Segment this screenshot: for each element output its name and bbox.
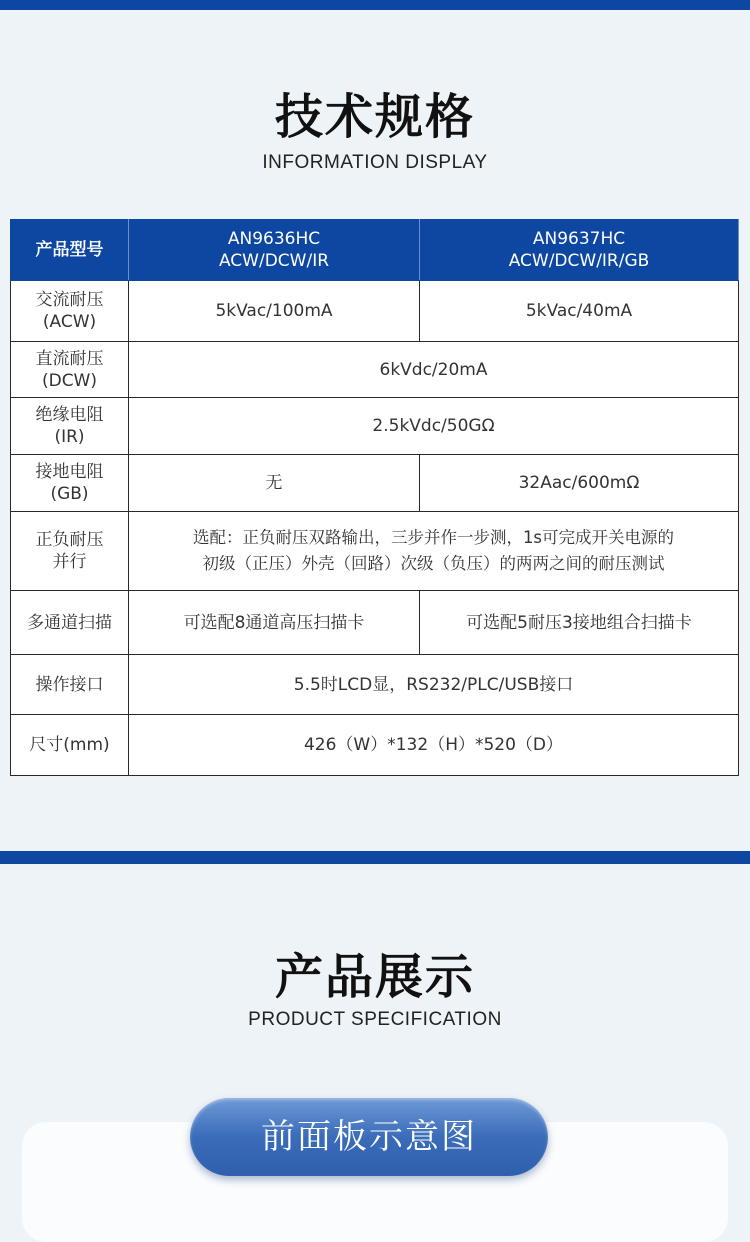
- row-label: 多通道扫描: [11, 591, 129, 655]
- row-label: 尺寸(mm): [11, 715, 129, 776]
- cell-shared-line2: 初级（正压）外壳（回路）次级（负压）的两两之间的耐压测试: [202, 554, 665, 573]
- spec-table: [10, 219, 739, 776]
- cell-model-b: 5kVac/40mA: [420, 281, 739, 342]
- row-label: [11, 342, 129, 398]
- cell-shared-line1: 选配：正负耐压双路输出，三步并作一步测，1s可完成开关电源的: [192, 528, 675, 547]
- row-label: [11, 398, 129, 455]
- cell-model-b: 可选配5耐压3接地组合扫描卡: [420, 591, 739, 655]
- cell-shared: 2.5kVdc/50GΩ: [129, 398, 739, 455]
- header-model-a: [129, 220, 420, 281]
- spec-section-title: 技术规格: [274, 89, 475, 145]
- row-label: [11, 512, 129, 591]
- table-row: [11, 715, 739, 776]
- top-accent-bar: [0, 0, 750, 10]
- model-b-name: AN9637HC: [532, 229, 626, 249]
- cell-model-a: 可选配8通道高压扫描卡: [129, 591, 420, 655]
- row-label: [11, 281, 129, 342]
- table-row: [11, 512, 739, 591]
- header-model-b: [420, 220, 739, 281]
- cell-model-a: 5kVac/100mA: [129, 281, 420, 342]
- cell-model-a: 无: [129, 455, 420, 512]
- product-section-title: 产品展示: [274, 949, 475, 1005]
- table-header-row: [11, 220, 739, 281]
- table-row: [11, 398, 739, 455]
- row-label: 操作接口: [11, 655, 129, 715]
- cell-shared: 6kVdc/20mA: [129, 342, 739, 398]
- row-label-line1: 接地电阻: [35, 462, 104, 482]
- model-b-functions: ACW/DCW/IR/GB: [508, 251, 650, 271]
- row-label-line1: 正负耐压: [35, 530, 104, 550]
- row-label: [11, 455, 129, 512]
- table-row: [11, 591, 739, 655]
- table-row: [11, 281, 739, 342]
- row-label-line2: (IR): [54, 427, 85, 447]
- cell-shared: 426（W）*132（H）*520（D）: [129, 715, 739, 776]
- model-a-functions: ACW/DCW/IR: [218, 251, 330, 271]
- product-section-subtitle: PRODUCT SPECIFICATION: [248, 1009, 502, 1030]
- row-label-line2: (DCW): [41, 370, 98, 391]
- spec-section-subtitle: INFORMATION DISPLAY: [262, 152, 488, 173]
- table-row: [11, 342, 739, 398]
- header-label-cell: [11, 220, 129, 281]
- cell-shared: [129, 512, 739, 591]
- row-label-line2: (ACW): [42, 312, 97, 332]
- row-label-line1: 绝缘电阻: [35, 405, 104, 425]
- model-a-name: AN9636HC: [227, 229, 321, 249]
- row-label-line2: (GB): [50, 484, 89, 504]
- section-divider-bar: [0, 851, 750, 864]
- table-row: [11, 655, 739, 715]
- model-label: 产品型号: [35, 240, 104, 260]
- table-row: [11, 455, 739, 512]
- cell-shared: 5.5时LCD显，RS232/PLC/USB接口: [129, 655, 739, 715]
- front-panel-button[interactable]: 前面板示意图: [190, 1098, 548, 1176]
- row-label-line1: 直流耐压: [35, 348, 104, 369]
- row-label-line1: 交流耐压: [35, 290, 104, 310]
- row-label-line2: 并行: [52, 552, 87, 572]
- cell-model-b: 32Aac/600mΩ: [420, 455, 739, 512]
